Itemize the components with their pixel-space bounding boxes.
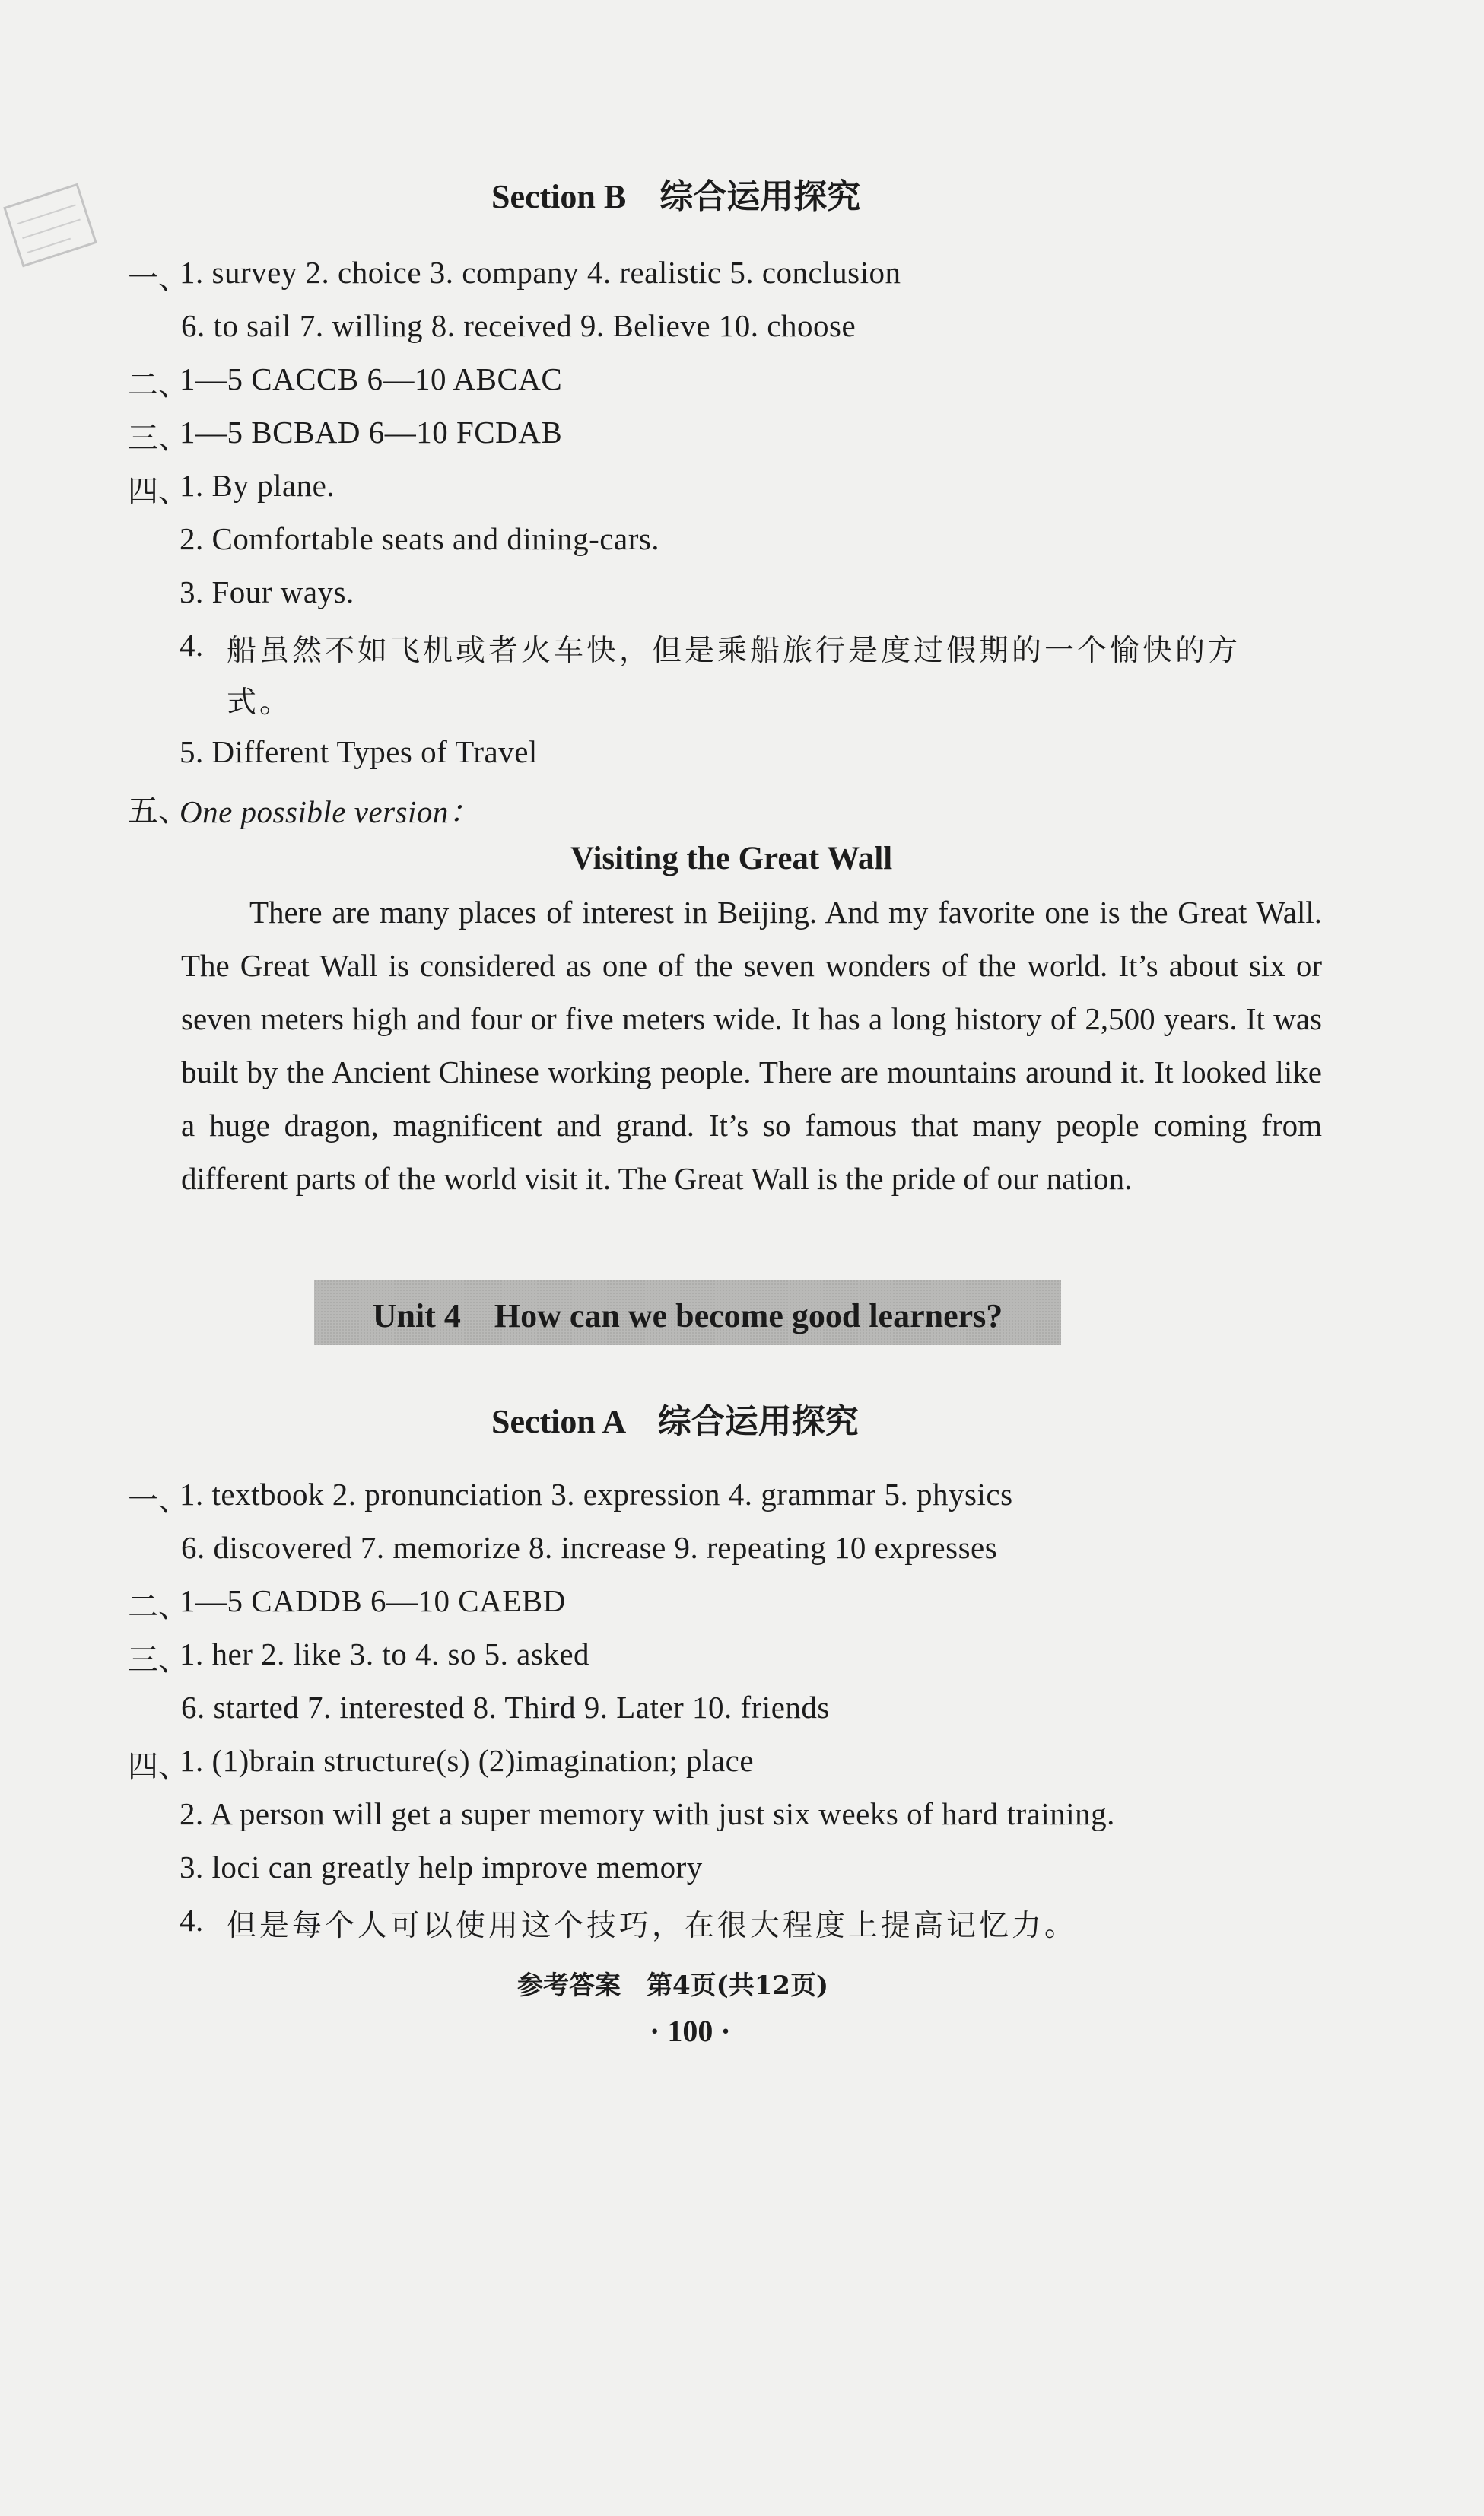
a-q4-answer-4: 但是每个人可以使用这个技巧，在很大程度上提高记忆力。 [227, 1909, 1078, 1943]
corner-stamp-icon [0, 167, 108, 282]
a-q2-answers: 1—5 CADDB 6—10 CAEBD [180, 1583, 566, 1618]
a-q4-answer-1: 1. (1)brain structure(s) (2)imagination; place [180, 1743, 755, 1778]
a-q1-line1: 1. textbook 2. pronunciation 3. expression 4. grammar 5. physics [180, 1477, 1013, 1512]
q4-answer-2: 2. Comfortable seats and dining-cars. [180, 521, 660, 556]
essay-body [181, 886, 1322, 1205]
q3-answers: 1—5 BCBAD 6—10 FCDAB [180, 415, 563, 450]
a-q4-marker: 四、 [128, 1749, 189, 1784]
section-b-title: Section B 综合运用探究 [491, 178, 861, 215]
a-q3-line2: 6. started 7. interested 8. Third 9. Later 10. friends [181, 1690, 830, 1725]
q5-marker: 五、 [128, 794, 189, 829]
page-number: · 100 · [650, 2014, 731, 2048]
a-q1-line2: 6. discovered 7. memorize 8. increase 9. repeating 10 expresses [181, 1530, 998, 1565]
q1-line2: 6. to sail 7. willing 8. received 9. Believe 10. choose [181, 308, 856, 343]
q4-answer-1: 1. By plane. [180, 468, 335, 503]
q2-marker: 二、 [128, 367, 189, 402]
a-q3-line1: 1. her 2. like 3. to 4. so 5. asked [180, 1637, 590, 1672]
footer-caption: 参考答案 第4页(共12页) [517, 1970, 829, 2001]
unit-banner [314, 1280, 1061, 1345]
q1-marker: 一、 [128, 261, 189, 296]
a-q4-answer-4-number: 4. [180, 1903, 204, 1938]
section-a-title: Section A 综合运用探究 [491, 1403, 859, 1440]
a-q1-marker: 一、 [128, 1483, 189, 1518]
q2-answers: 1—5 CACCB 6—10 ABCAC [180, 361, 563, 396]
a-q4-answer-2: 2. A person will get a super memory with just six weeks of hard training. [180, 1796, 1115, 1831]
unit-title: Unit 4 How can we become good learners? [372, 1297, 1003, 1334]
q4-marker: 四、 [128, 474, 189, 509]
q1-line1: 1. survey 2. choice 3. company 4. realistic 5. conclusion [180, 255, 901, 290]
a-q4-answer-3: 3. loci can greatly help improve memory [180, 1850, 703, 1885]
q4-answer-4-number: 4. [180, 628, 204, 663]
q4-answer-3: 3. Four ways. [180, 574, 354, 609]
q5-label: One possible version： [180, 794, 481, 829]
essay-title: Visiting the Great Wall [570, 841, 893, 876]
essay-text: There are many places of interest in Beijing. And my favorite one is the Great Wall. The Great Wall is considered as one of the seven wonders of the world. It’s about six or seven meters high and four or five meters wide. It has a long history of 2,500 years. It was built by the Ancient Chinese working people. There are mountains around it. It looked like a huge dragon, magnificent and grand. It’s so famous that many people coming from different parts of the world visit it. The Great Wall is the pride of our nation. [181, 895, 1322, 1196]
q4-answer-4-line1: 船虽然不如飞机或者火车快，但是乘船旅行是度过假期的一个愉快的方 [227, 634, 1241, 668]
q3-marker: 三、 [128, 421, 189, 456]
a-q2-marker: 二、 [128, 1589, 189, 1624]
q4-answer-5: 5. Different Types of Travel [180, 734, 538, 769]
q4-answer-4-line2: 式。 [227, 685, 293, 720]
a-q3-marker: 三、 [128, 1643, 189, 1678]
